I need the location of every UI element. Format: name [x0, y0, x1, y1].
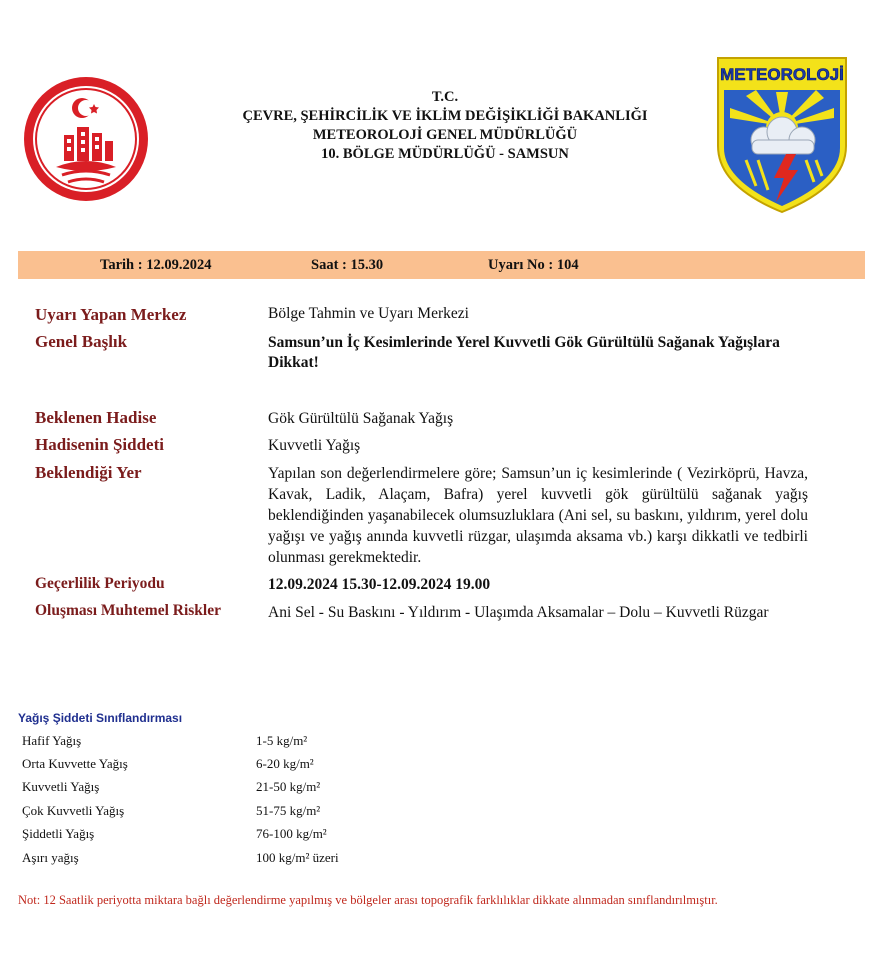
severity-value: Kuvvetli Yağış	[268, 437, 361, 454]
period-value: 12.09.2024 15.30-12.09.2024 19.00	[268, 576, 491, 593]
classification-row	[22, 803, 382, 823]
classification-row	[22, 850, 382, 870]
ministry-logo	[22, 75, 150, 203]
event-label: Beklenen Hadise	[35, 408, 157, 427]
place-label: Beklendiği Yer	[35, 463, 142, 482]
classification-amount: 100 kg/m² üzeri	[256, 850, 339, 865]
risks-value: Ani Sel - Su Baskını - Yıldırım - Ulaşımda Aksamalar – Dolu – Kuvvetli Rüzgar	[268, 604, 769, 621]
classification-row	[22, 733, 382, 753]
classification-row	[22, 826, 382, 846]
classification-category: Orta Kuvvette Yağış	[22, 756, 128, 771]
meteoroloji-logo	[716, 56, 848, 214]
classification-category: Aşırı yağış	[22, 850, 79, 865]
header-line-regional: 10. BÖLGE MÜDÜRLÜĞÜ - SAMSUN	[321, 146, 569, 162]
classification-category: Şiddetli Yağış	[22, 826, 95, 841]
letterhead	[200, 88, 690, 164]
classification-amount: 76-100 kg/m²	[256, 826, 327, 841]
warning-info-bar	[18, 251, 865, 279]
classification-amount: 51-75 kg/m²	[256, 803, 321, 818]
warning-number: Uyarı No : 104	[488, 257, 579, 273]
classification-amount: 21-50 kg/m²	[256, 779, 321, 794]
header-line-tc: T.C.	[431, 89, 459, 105]
warning-date: Tarih : 12.09.2024	[100, 257, 212, 273]
risks-label: Oluşması Muhtemel Riskler	[35, 602, 221, 619]
center-label: Uyarı Yapan Merkez	[35, 305, 187, 324]
classification-category: Hafif Yağış	[22, 733, 82, 748]
classification-amount: 1-5 kg/m²	[256, 733, 308, 748]
classification-category: Kuvvetli Yağış	[22, 779, 100, 794]
warning-time: Saat : 15.30	[311, 257, 384, 273]
classification-row	[22, 756, 382, 776]
title-label: Genel Başlık	[35, 332, 128, 351]
footnote: Not: 12 Saatlik periyotta miktara bağlı değerlendirme yapılmış ve bölgeler arası topografik farklılıklar dikkate alınmadan sınıflandırılmıştır.	[18, 893, 718, 907]
svg-text:METEOROLOJİ: METEOROLOJİ	[720, 65, 844, 84]
severity-label: Hadisenin Şiddeti	[35, 435, 164, 454]
center-value: Bölge Tahmin ve Uyarı Merkezi	[268, 305, 469, 322]
title-value: Samsun’un İç Kesimlerinde Yerel Kuvvetli Gök Gürültülü Sağanak Yağışlara Dikkat!	[268, 334, 780, 371]
header-line-ministry: ÇEVRE, ŞEHİRCİLİK VE İKLİM DEĞİŞİKLİĞİ BAKANLIĞI	[242, 108, 648, 124]
event-value: Gök Gürültülü Sağanak Yağış	[268, 410, 454, 427]
classification-row	[22, 779, 382, 799]
classification-title: Yağış Şiddeti Sınıflandırması	[18, 711, 183, 725]
header-line-directorate: METEOROLOJİ GENEL MÜDÜRLÜĞÜ	[312, 127, 578, 143]
met-logo-text: METEOROLOJİ	[716, 56, 723, 57]
classification-category: Çok Kuvvetli Yağış	[22, 803, 125, 818]
period-label: Geçerlilik Periyodu	[35, 575, 165, 592]
classification-amount: 6-20 kg/m²	[256, 756, 314, 771]
place-value: Yapılan son değerlendirmelere göre; Samsun’un iç kesimlerinde ( Vezirköprü, Havza, Kavak, Ladik, Alaçam, Bafra) yerel kuvvetli gök gürültülü sağanak yağış beklendiğinden yaşanabilecek olumsuzluklara (Ani sel, su baskını, yıldırım, yerel dolu yağışı ve yağış anında kuvvetli rüzgar, ulaşımda aksama vb.) karşı dikkatli ve tedbirli olunması gerekmektedir.	[268, 465, 808, 566]
